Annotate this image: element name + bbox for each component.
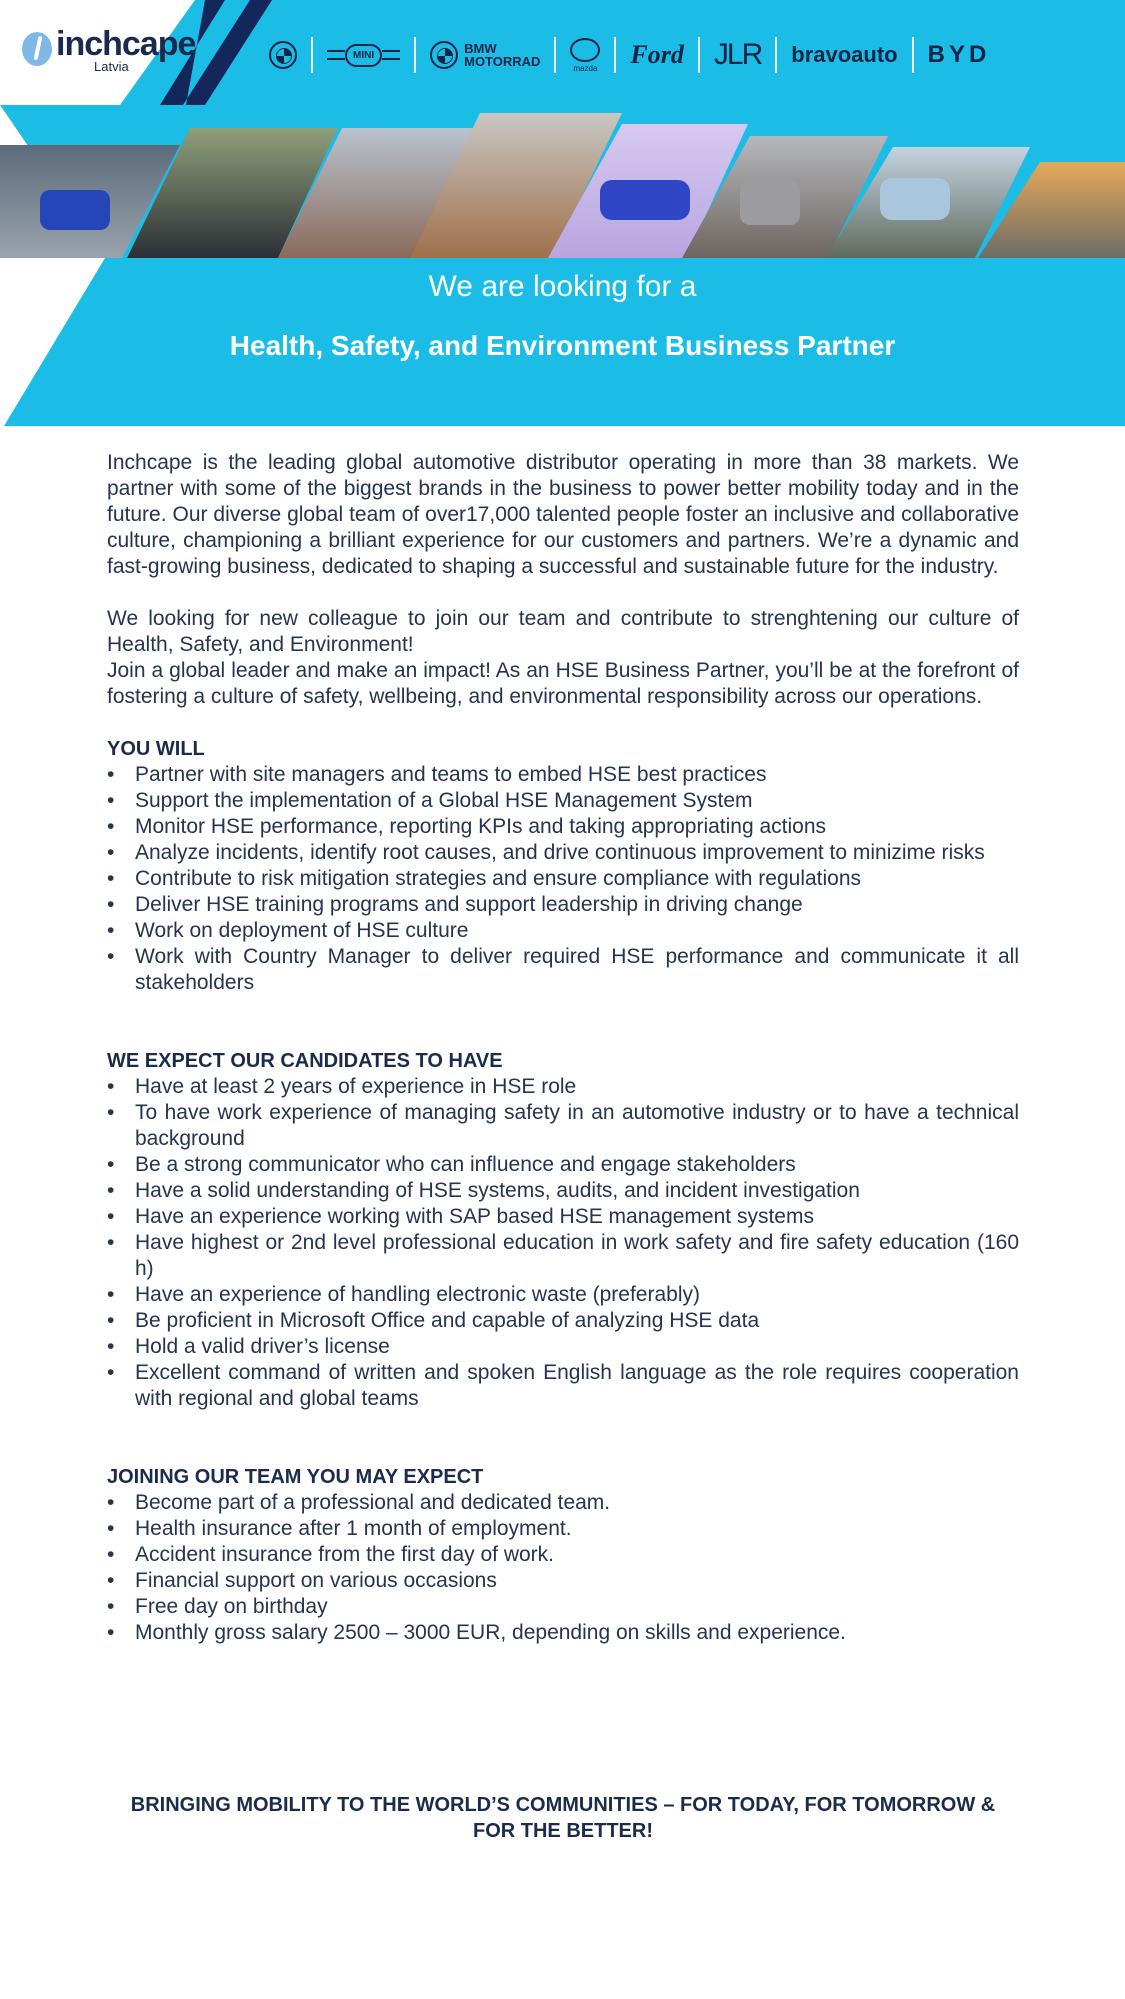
list-item: • Excellent command of written and spoken English language as the role requires cooperation with regional and global teams xyxy=(107,1360,1019,1412)
divider xyxy=(554,37,556,73)
tagline: BRINGING MOBILITY TO THE WORLD’S COMMUNITIES – FOR TODAY, FOR TOMORROW & FOR THE BETTER! xyxy=(130,1794,996,1842)
section-heading-requirements: WE EXPECT OUR CANDIDATES TO HAVE xyxy=(107,1050,503,1072)
divider xyxy=(414,37,416,73)
mazda-logo-icon xyxy=(570,38,600,62)
brand-byd: BYD xyxy=(927,41,991,68)
mazda-label: mazda xyxy=(573,63,598,73)
job-description xyxy=(107,450,1019,1646)
vehicle-photo-strip xyxy=(0,110,1125,260)
divider xyxy=(698,37,700,73)
list-you-will xyxy=(107,762,1019,996)
brand-mini xyxy=(313,44,414,67)
car-shape xyxy=(40,190,110,230)
brand-jlr: JLR xyxy=(713,38,762,71)
paragraph-impact: Join a global leader and make an impact! As an HSE Business Partner, you’ll be at the forefront of fostering a culture of safety, wellbeing, and environmental responsibility across our operations. xyxy=(107,659,1019,708)
list-item: • Be proficient in Microsoft Office and capable of analyzing HSE data xyxy=(107,1308,1019,1334)
list-item: • Become part of a professional and dedicated team. xyxy=(107,1490,1019,1516)
mini-wing-icon xyxy=(327,50,345,60)
logo-name: inchcape xyxy=(56,25,196,63)
logo-subtitle: Latvia xyxy=(94,59,129,74)
header-banner xyxy=(0,0,1125,430)
list-item: • Analyze incidents, identify root causes, and drive continuous improvement to minizime risks xyxy=(107,840,1019,866)
hero-intro: We are looking for a xyxy=(428,270,697,303)
bmw-logo-icon xyxy=(269,41,297,69)
divider xyxy=(311,37,313,73)
job-title: Health, Safety, and Environment Business Partner xyxy=(229,330,896,361)
car-shape xyxy=(740,180,800,225)
list-item: • Have highest or 2nd level professional education in work safety and fire safety education (160 h) xyxy=(107,1230,1019,1282)
inchcape-logo xyxy=(22,25,196,74)
list-item: • Support the implementation of a Global HSE Management System xyxy=(107,788,1019,814)
list-item: • Monitor HSE performance, reporting KPIs and taking appropriating actions xyxy=(107,814,1019,840)
list-item: • Have at least 2 years of experience in HSE role xyxy=(107,1074,1019,1100)
paragraph-colleague: We looking for new colleague to join our team and contribute to strenghtening our culture of Health, Safety, and Environment! xyxy=(107,607,1019,656)
brand-bmw xyxy=(255,41,311,69)
intro-paragraph: Inchcape is the leading global automotive distributor operating in more than 38 markets. We partner with some of the biggest brands in the business to power better mobility today and in the future. Our diverse global team of over17,000 talented people foster an inclusive and collaborative culture, championing a brilliant experience for our customers and partners. We’re a dynamic and fast-growing business, dedicated to shaping a successful and sustainable future for the industry. xyxy=(107,451,1019,578)
list-benefits xyxy=(107,1490,1019,1646)
list-item: • Free day on birthday xyxy=(107,1594,1019,1620)
list-item: • Hold a valid driver’s license xyxy=(107,1334,1019,1360)
divider xyxy=(614,37,616,73)
car-shape xyxy=(880,178,950,220)
mini-logo: MINI xyxy=(345,44,382,67)
list-item: • Financial support on various occasions xyxy=(107,1568,1019,1594)
list-item: • Partner with site managers and teams to embed HSE best practices xyxy=(107,762,1019,788)
divider xyxy=(912,37,914,73)
brand-mazda xyxy=(556,38,614,73)
list-item: • Work on deployment of HSE culture xyxy=(107,918,1019,944)
list-item: • To have work experience of managing safety in an automotive industry or to have a technical background xyxy=(107,1100,1019,1152)
mini-wing-icon xyxy=(382,50,400,60)
brand-logos-row xyxy=(255,36,1004,74)
brand-ford: Ford xyxy=(630,40,684,69)
inchcape-logo-icon xyxy=(22,32,52,66)
list-item: • Work with Country Manager to deliver required HSE performance and communicate it all stakeholders xyxy=(107,944,1019,996)
list-item: • Be a strong communicator who can influence and engage stakeholders xyxy=(107,1152,1019,1178)
car-shape xyxy=(600,180,690,220)
list-item: • Monthly gross salary 2500 – 3000 EUR, depending on skills and experience. xyxy=(107,1620,1019,1646)
list-requirements xyxy=(107,1074,1019,1412)
list-item: • Have an experience of handling electronic waste (preferably) xyxy=(107,1282,1019,1308)
list-item: • Health insurance after 1 month of employment. xyxy=(107,1516,1019,1542)
section-heading-benefits: JOINING OUR TEAM YOU MAY EXPECT xyxy=(107,1466,484,1488)
list-item: • Have an experience working with SAP based HSE management systems xyxy=(107,1204,1019,1230)
list-item: • Deliver HSE training programs and support leadership in driving change xyxy=(107,892,1019,918)
list-item: • Accident insurance from the first day of work. xyxy=(107,1542,1019,1568)
divider xyxy=(775,37,777,73)
bmw-logo-icon xyxy=(430,41,458,69)
list-item: • Have a solid understanding of HSE systems, audits, and incident investigation xyxy=(107,1178,1019,1204)
brand-bravoauto: bravoauto xyxy=(791,42,898,67)
motorrad-line1: BMW xyxy=(464,41,497,56)
list-item: • Contribute to risk mitigation strategies and ensure compliance with regulations xyxy=(107,866,1019,892)
motorrad-line2: MOTORRAD xyxy=(464,54,541,69)
brand-bmw-motorrad xyxy=(416,41,554,69)
section-heading-you-will: YOU WILL xyxy=(107,738,205,760)
